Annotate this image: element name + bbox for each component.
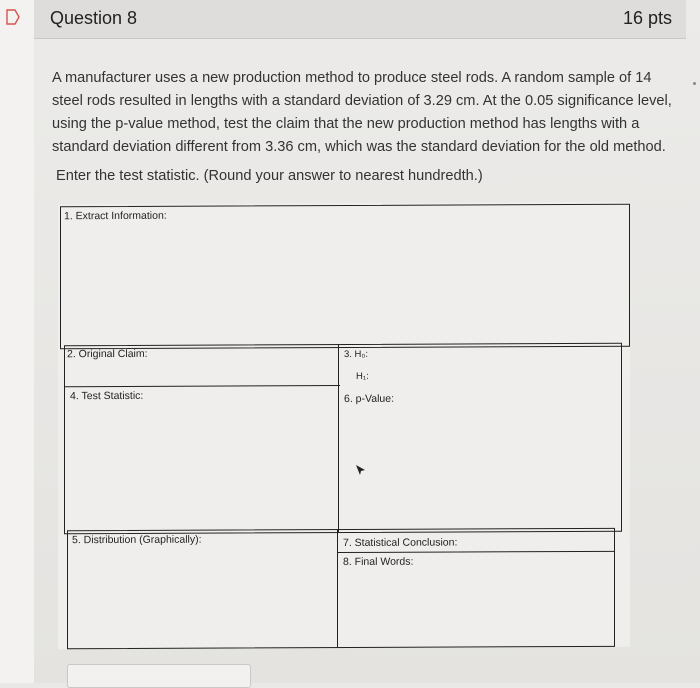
claims-hypotheses-grid [64,343,622,534]
distribution-conclusion-grid [67,528,615,649]
p-value-label: 6. p-Value: [344,392,395,405]
extract-information-label: 1. Extract Information: [64,209,167,223]
scroll-indicator-dot [693,82,696,85]
bottom-vertical-divider [337,529,338,648]
statistical-conclusion-label: 7. Statistical Conclusion: [343,536,458,550]
original-claim-label: 2. Original Claim: [67,347,148,361]
hypothesis-test-worksheet [58,202,630,649]
final-words-label: 8. Final Words: [343,555,414,569]
question-header [34,0,686,39]
grid-vertical-divider [338,344,339,533]
flag-question-icon[interactable] [4,8,22,26]
question-title: Question 8 [50,8,138,28]
distribution-label: 5. Distribution (Graphically): [72,533,202,547]
question-points: 16 pts [622,8,672,28]
left-gutter [0,0,34,683]
alternative-hypothesis-label: H₁: [356,370,369,382]
question-instruction: Enter the test statistic. (Round your answer to nearest hundredth.) [56,168,483,184]
question-text: A manufacturer uses a new production method to produce steel rods. A random sample of 14 steel rods resulted in lengths with a standard deviation of 3.29 cm. At the 0.05 significance level, using the p-value method, test the claim that the new production method has lengths with a standard deviation different from 3.36 cm, which was the standard deviation for the old method. [52,70,672,155]
extract-information-box [60,204,630,349]
test-statistic-answer-input[interactable] [67,664,251,688]
test-statistic-label: 4. Test Statistic: [70,389,144,403]
mouse-cursor-icon [355,464,367,478]
null-hypothesis-label: 3. H₀: [344,348,369,360]
